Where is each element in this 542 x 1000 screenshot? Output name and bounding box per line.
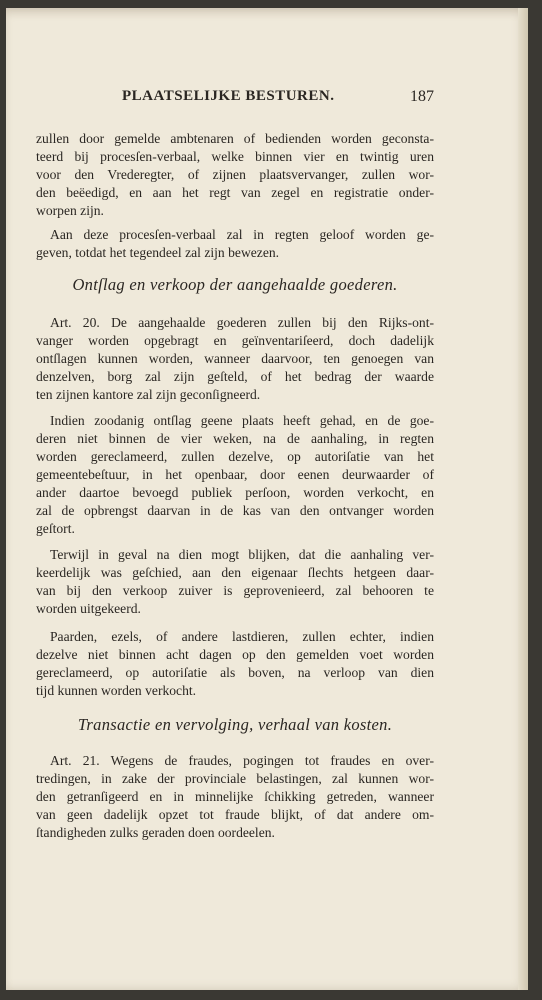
text-line: keerdelijk was geſchied, aan den eigenaar ſlechts hetgeen daar-: [36, 565, 434, 580]
text-line: deren niet binnen de vier weken, na de aanhaling, in regten: [36, 431, 434, 446]
text-line: gereclameerd, op autoriſatie als boven, na verloop van dien: [36, 665, 434, 680]
page-edge-shadow: [518, 8, 528, 990]
text-line: van bij den verkoop zuiver is geprovenieerd, zal behooren te: [36, 583, 434, 598]
text-line: denzelven, borg zal zijn geſteld, of het bedrag der waarde: [36, 369, 434, 384]
text-line: den getranſigeerd en in minnelijke ſchikking getreden, wanneer: [36, 789, 434, 804]
text-line: Indien zoodanig ontſlag geene plaats heeft gehad, en de goe-: [50, 413, 434, 428]
text-line: gemeentebeſtuur, in het openbaar, door eenen deurwaarder of: [36, 467, 434, 482]
text-line: zullen door gemelde ambtenaren of bedienden worden geconsta-: [36, 131, 434, 146]
running-head: PLAATSELIJKE BESTUREN.: [122, 88, 335, 104]
text-line: ten zijnen kantore zal zijn geconſigneerd.: [36, 387, 261, 402]
text-line: worden uitgekeerd.: [36, 601, 141, 616]
text-line: teerd bij procesſen-verbaal, welke binnen vier en twintig uren: [36, 149, 434, 164]
text-line: ontſlagen kunnen worden, wanneer daarvoor, ten genoegen van: [36, 351, 434, 366]
page-number: 187: [410, 88, 434, 105]
text-line: Paarden, ezels, of andere lastdieren, zullen echter, indien: [50, 629, 434, 644]
text-line: worpen zijn.: [36, 203, 104, 218]
text-line: ſtandigheden zulks geraden doen oordeelen.: [36, 825, 275, 840]
text-line: Terwijl in geval na dien mogt blijken, dat die aanhaling ver-: [50, 547, 434, 562]
text-line: tijd kunnen worden verkocht.: [36, 683, 197, 698]
book-page: [6, 8, 528, 990]
page-header: [36, 88, 434, 110]
text-line: geſtort.: [36, 521, 75, 536]
text-line: geven, totdat het tegendeel zal zijn bewezen.: [36, 245, 280, 260]
text-line: Art. 20. De aangehaalde goederen zullen bij den Rijks-ont-: [50, 315, 434, 330]
text-line: ander daartoe bevoegd publiek perſoon, worden verkocht, en: [36, 485, 434, 500]
section-heading: Ontſlag en verkoop der aangehaalde goederen.: [72, 275, 398, 294]
text-line: vanger worden opgebragt en geïnventariſeerd, doch dadelijk: [36, 333, 434, 348]
text-line: Aan deze procesſen-verbaal zal in regten geloof worden ge-: [50, 227, 434, 242]
text-line: worden gereclameerd, zullen dezelve, op autoriſatie van het: [36, 449, 434, 464]
text-line: Art. 21. Wegens de fraudes, pogingen tot fraudes en over-: [50, 753, 434, 768]
text-line: tredingen, in zake der provinciale belastingen, zal kunnen wor-: [36, 771, 434, 786]
text-line: van geen dadelijk opzet tot fraude blijkt, of dat andere om-: [36, 807, 434, 822]
text-line: zal de opbrengst daarvan in de kas van den ontvanger worden: [36, 503, 434, 518]
text-line: voor den Vrederegter, of zijnen plaatsvervanger, zullen wor-: [36, 167, 434, 182]
text-line: den beëedigd, en aan het regt van zegel en registratie onder-: [36, 185, 434, 200]
text-line: dezelve niet binnen acht dagen op den gemelden voet worden: [36, 647, 434, 662]
section-heading: Transactie en vervolging, verhaal van kosten.: [77, 715, 393, 734]
